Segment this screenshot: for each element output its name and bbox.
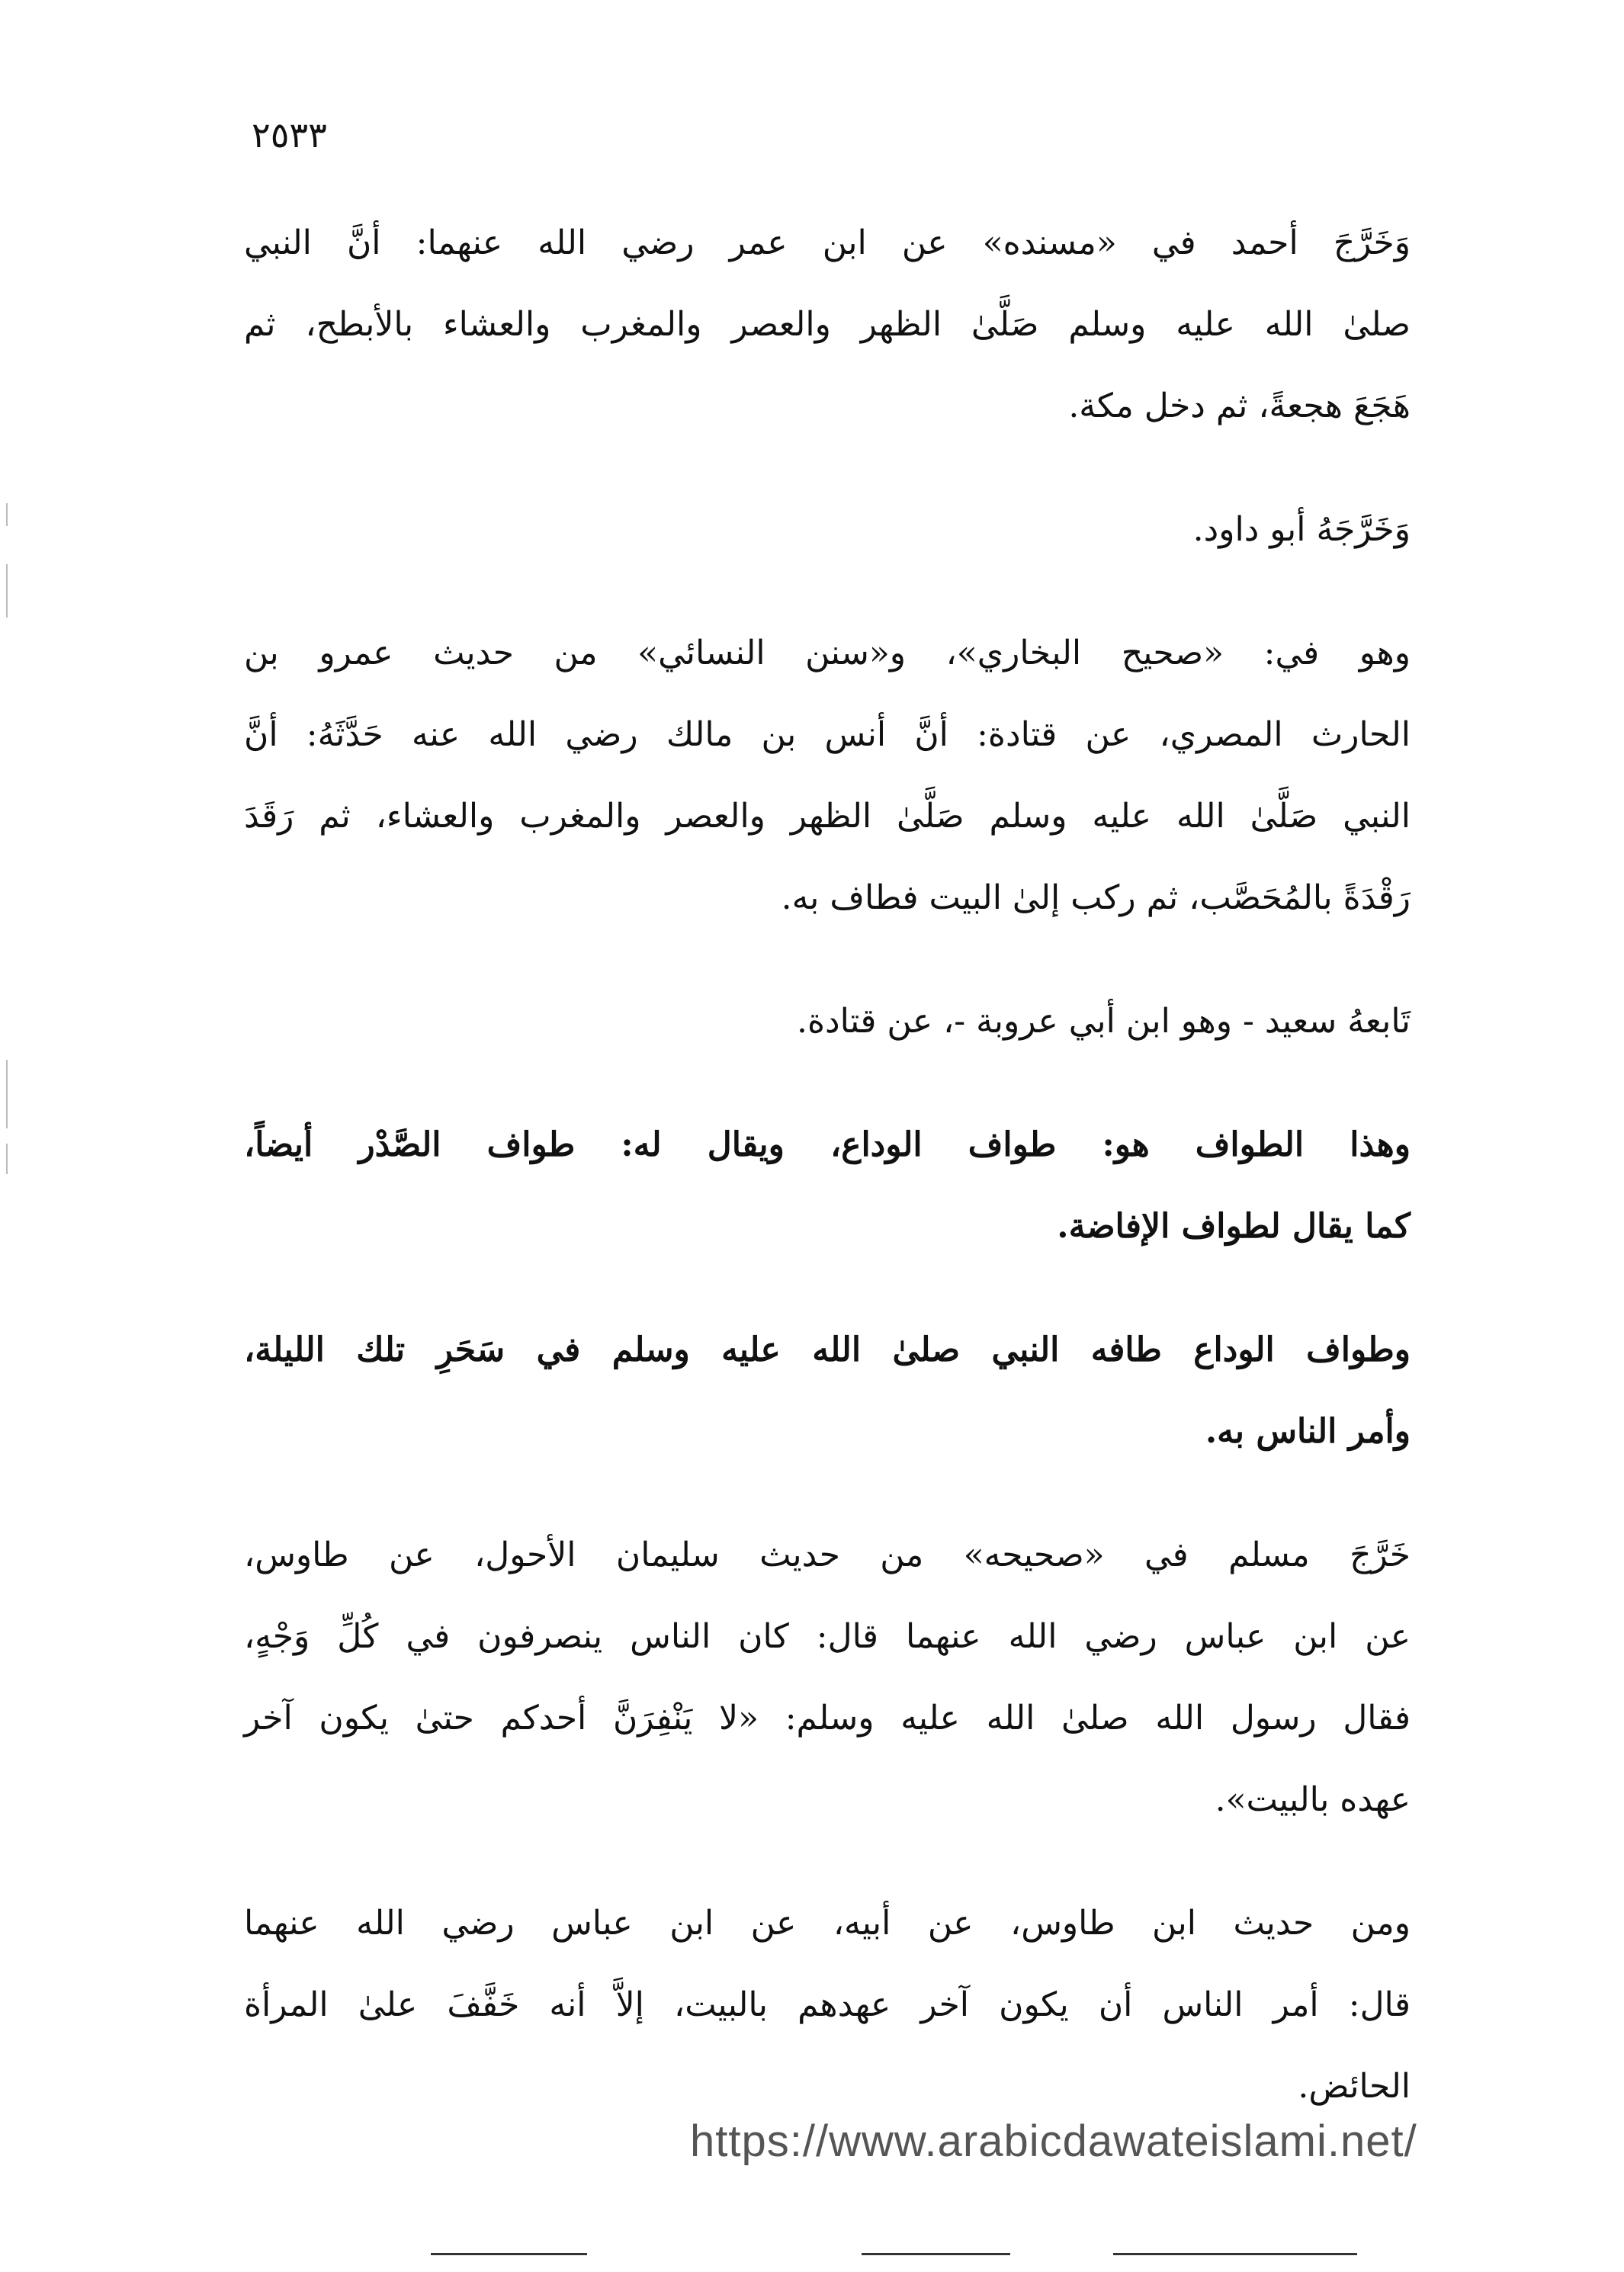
text-line: وَخَرَّجَ أحمد في «مسنده» عن ابن عمر رضي الله عنهما: أنَّ النبي bbox=[244, 223, 1411, 262]
paragraph-tawaf-wada-definition bbox=[244, 1104, 1411, 1267]
paragraph-bukhari-nasai bbox=[244, 612, 1411, 939]
text-line: عهده بالبيت». bbox=[1215, 1780, 1411, 1819]
text-line: وهو في: «صحيح البخاري»، و«سنن النسائي» من حديث عمرو بن bbox=[244, 634, 1411, 672]
page-number: ٢٥٣٣ bbox=[252, 114, 327, 156]
page-body bbox=[244, 202, 1411, 2169]
text-line: ومن حديث ابن طاوس، عن أبيه، عن ابن عباس رضي الله عنهما bbox=[244, 1904, 1411, 1943]
scan-margin-mark bbox=[6, 503, 8, 526]
scan-bottom-rule bbox=[862, 2253, 1010, 2255]
watermark-url: https://www.arabicdawateislami.net/ bbox=[690, 2116, 1417, 2166]
scan-bottom-rule bbox=[1113, 2253, 1357, 2255]
paragraph-muslim-hadith bbox=[244, 1514, 1411, 1840]
text-line: فقال رسول الله صلىٰ الله عليه وسلم: «لا يَنْفِرَنَّ أحدكم حتىٰ يكون آخر bbox=[244, 1699, 1411, 1738]
text-line: وَخَرَّجَهُ أبو داود. bbox=[1192, 510, 1411, 549]
text-line: كما يقال لطواف الإفاضة. bbox=[1057, 1207, 1411, 1246]
text-line: الحارث المصري، عن قتادة: أنَّ أنس بن مالك رضي الله عنه حَدَّثَهُ: أنَّ bbox=[244, 715, 1411, 754]
text-line: وهذا الطواف هو: طواف الوداع، ويقال له: طواف الصَّدْر أيضاً، bbox=[244, 1125, 1411, 1164]
text-line: النبي صَلَّىٰ الله عليه وسلم صَلَّىٰ الظهر والعصر والمغرب والعشاء، ثم رَقَدَ bbox=[244, 797, 1411, 836]
text-line: وأمر الناس به. bbox=[1205, 1412, 1411, 1451]
text-line: هَجَعَ هجعةً، ثم دخل مكة. bbox=[1068, 387, 1411, 425]
text-line: خَرَّجَ مسلم في «صحيحه» من حديث سليمان الأحول، عن طاوس، bbox=[244, 1536, 1411, 1574]
scan-bottom-rule bbox=[431, 2253, 587, 2255]
text-line: صلىٰ الله عليه وسلم صَلَّىٰ الظهر والعصر والمغرب والعشاء بالأبطح، ثم bbox=[244, 305, 1411, 344]
paragraph-abu-dawud bbox=[244, 489, 1411, 570]
scan-margin-mark bbox=[6, 1060, 8, 1128]
scan-margin-mark bbox=[6, 564, 8, 618]
text-line: رَقْدَةً بالمُحَصَّب، ثم ركب إلىٰ البيت فطاف به. bbox=[781, 878, 1411, 917]
scan-margin-mark bbox=[6, 1144, 8, 1174]
paragraph-saeed bbox=[244, 980, 1411, 1062]
paragraph-ahmad-musnad bbox=[244, 202, 1411, 447]
text-line: الحائض. bbox=[1298, 2067, 1411, 2106]
paragraph-ibn-tawus bbox=[244, 1882, 1411, 2127]
paragraph-tawaf-wada-night bbox=[244, 1309, 1411, 1472]
text-line: قال: أمر الناس أن يكون آخر عهدهم بالبيت، إلاَّ أنه خَفَّفَ علىٰ المرأة bbox=[244, 1985, 1411, 2024]
text-line: تَابعهُ سعيد - وهو ابن أبي عروبة -، عن قتادة. bbox=[797, 1002, 1411, 1041]
text-line: عن ابن عباس رضي الله عنهما قال: كان الناس ينصرفون في كُلِّ وَجْهٍ، bbox=[244, 1617, 1411, 1656]
text-line: وطواف الوداع طافه النبي صلىٰ الله عليه وسلم في سَحَرِ تلك الليلة، bbox=[244, 1330, 1411, 1369]
